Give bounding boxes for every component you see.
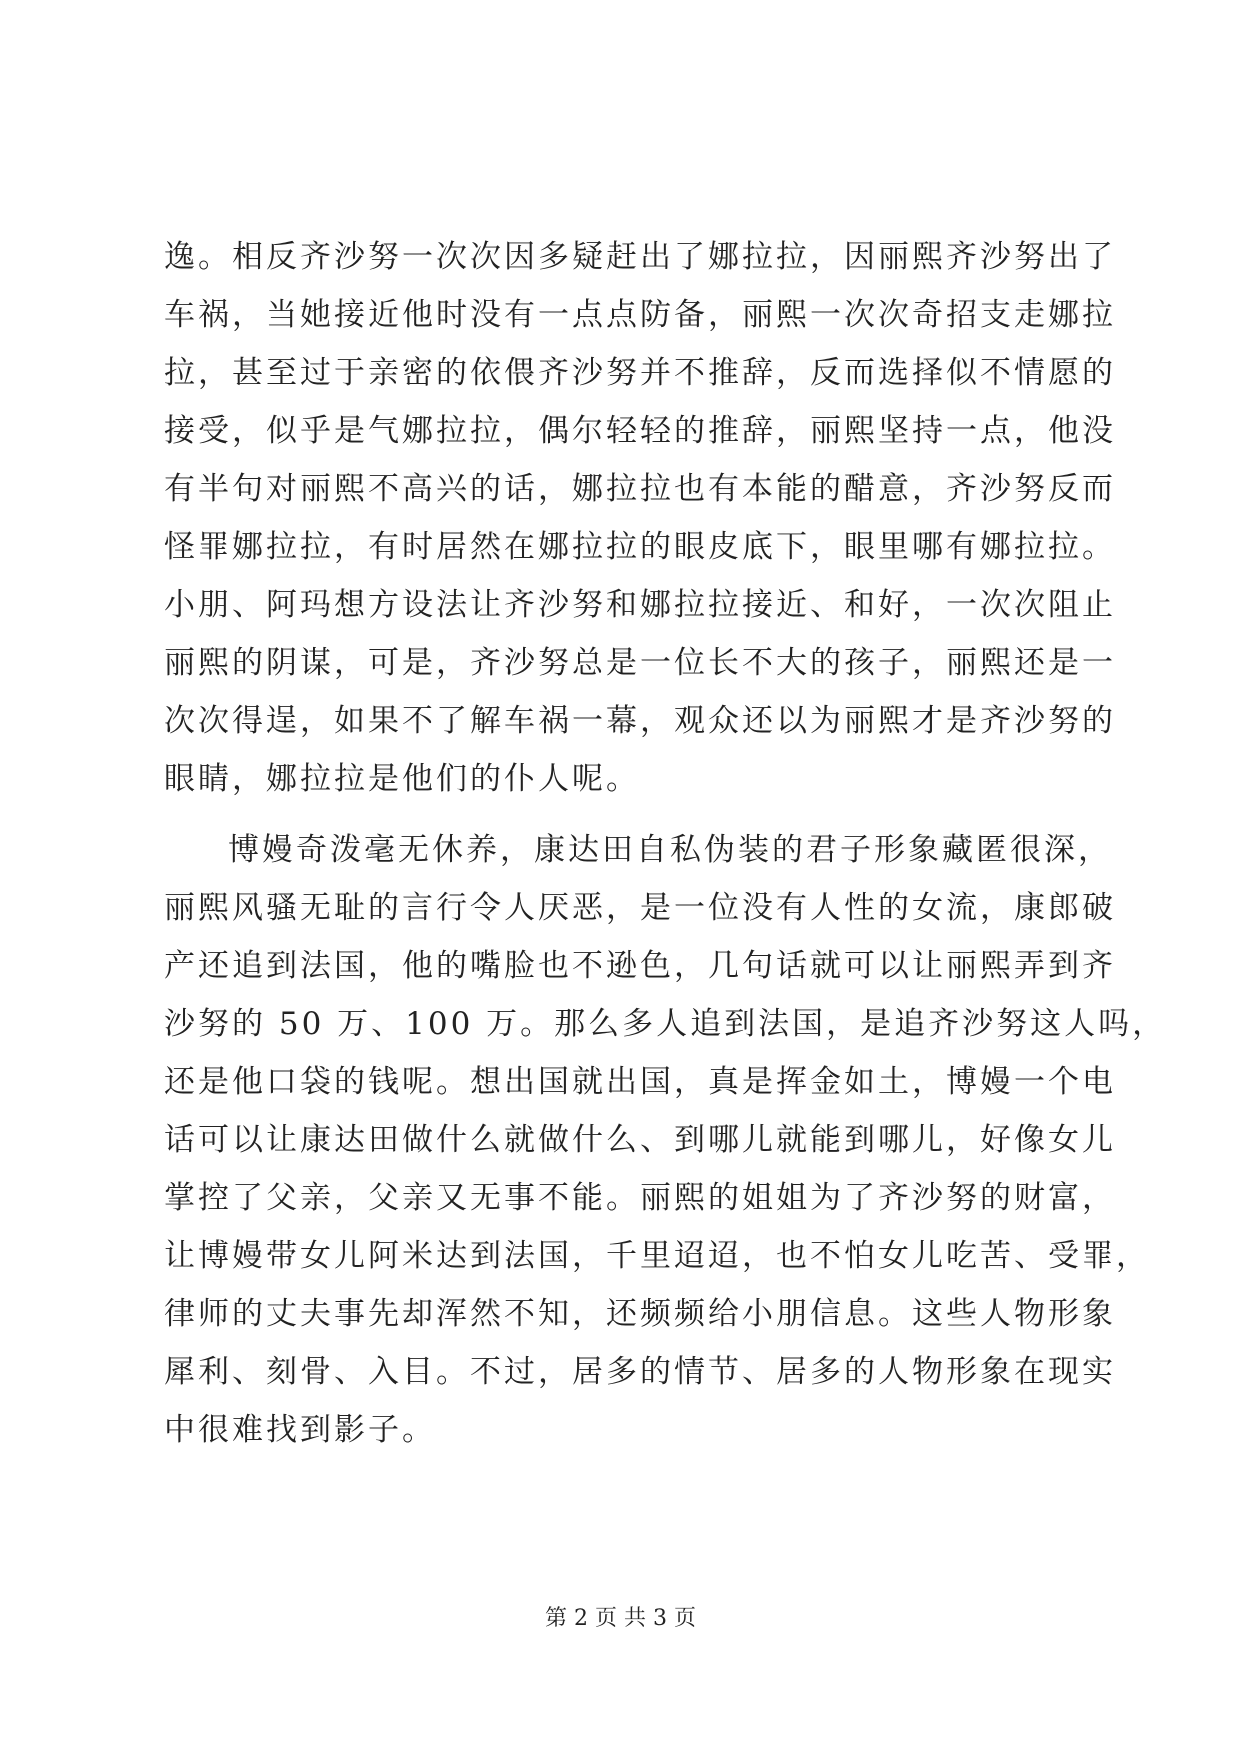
text-line: 让博嫚带女儿阿米达到法国，千里迢迢，也不怕女儿吃苦、受罪， [164,1238,1150,1274]
text-line: 丽熙风骚无耻的言行令人厌恶，是一位没有人性的女流，康郎破 [164,890,1116,926]
paragraph-2 [164,821,1167,1459]
text-line: 博嫚奇泼毫无休养，康达田自私伪装的君子形象藏匿很深， [228,832,1112,868]
text-line: 丽熙的阴谋，可是，齐沙努总是一位长不大的孩子，丽熙还是一 [164,645,1116,681]
text-line: 掌控了父亲，父亲又无事不能。丽熙的姐姐为了齐沙努的财富， [164,1180,1116,1216]
page-number-footer: 第 2 页 共 3 页 [545,1606,696,1631]
text-line: 眼睛，娜拉拉是他们的仆人呢。 [164,761,640,797]
text-line: 还是他口袋的钱呢。想出国就出国，真是挥金如土，博嫚一个电 [164,1064,1116,1100]
text-line: 犀利、刻骨、入目。不过，居多的情节、居多的人物形象在现实 [164,1354,1116,1390]
document-body [164,228,1167,1459]
text-line: 话可以让康达田做什么就做什么、到哪儿就能到哪儿，好像女儿 [164,1122,1116,1158]
text-line: 沙努的 50 万、100 万。那么多人追到法国，是追齐沙努这人吗， [164,1006,1167,1042]
text-line: 中很难找到影子。 [164,1412,436,1448]
text-line: 产还追到法国，他的嘴脸也不逊色，几句话就可以让丽熙弄到齐 [164,948,1116,984]
text-line: 律师的丈夫事先却浑然不知，还频频给小朋信息。这些人物形象 [164,1296,1116,1332]
text-line: 怪罪娜拉拉，有时居然在娜拉拉的眼皮底下，眼里哪有娜拉拉。 [164,529,1116,565]
text-line: 接受，似乎是气娜拉拉，偶尔轻轻的推辞，丽熙坚持一点，他没 [164,413,1116,449]
text-line: 拉，甚至过于亲密的依偎齐沙努并不推辞，反而选择似不情愿的 [164,355,1116,391]
text-line: 有半句对丽熙不高兴的话，娜拉拉也有本能的醋意，齐沙努反而 [164,471,1116,507]
text-line: 次次得逞，如果不了解车祸一幕，观众还以为丽熙才是齐沙努的 [164,703,1116,739]
text-line: 小朋、阿玛想方设法让齐沙努和娜拉拉接近、和好，一次次阻止 [164,587,1116,623]
paragraph-1 [164,228,1116,808]
text-line: 车祸，当她接近他时没有一点点防备，丽熙一次次奇招支走娜拉 [164,297,1116,333]
text-line: 逸。相反齐沙努一次次因多疑赶出了娜拉拉，因丽熙齐沙努出了 [164,239,1116,275]
paragraph-spacer [164,808,1084,821]
